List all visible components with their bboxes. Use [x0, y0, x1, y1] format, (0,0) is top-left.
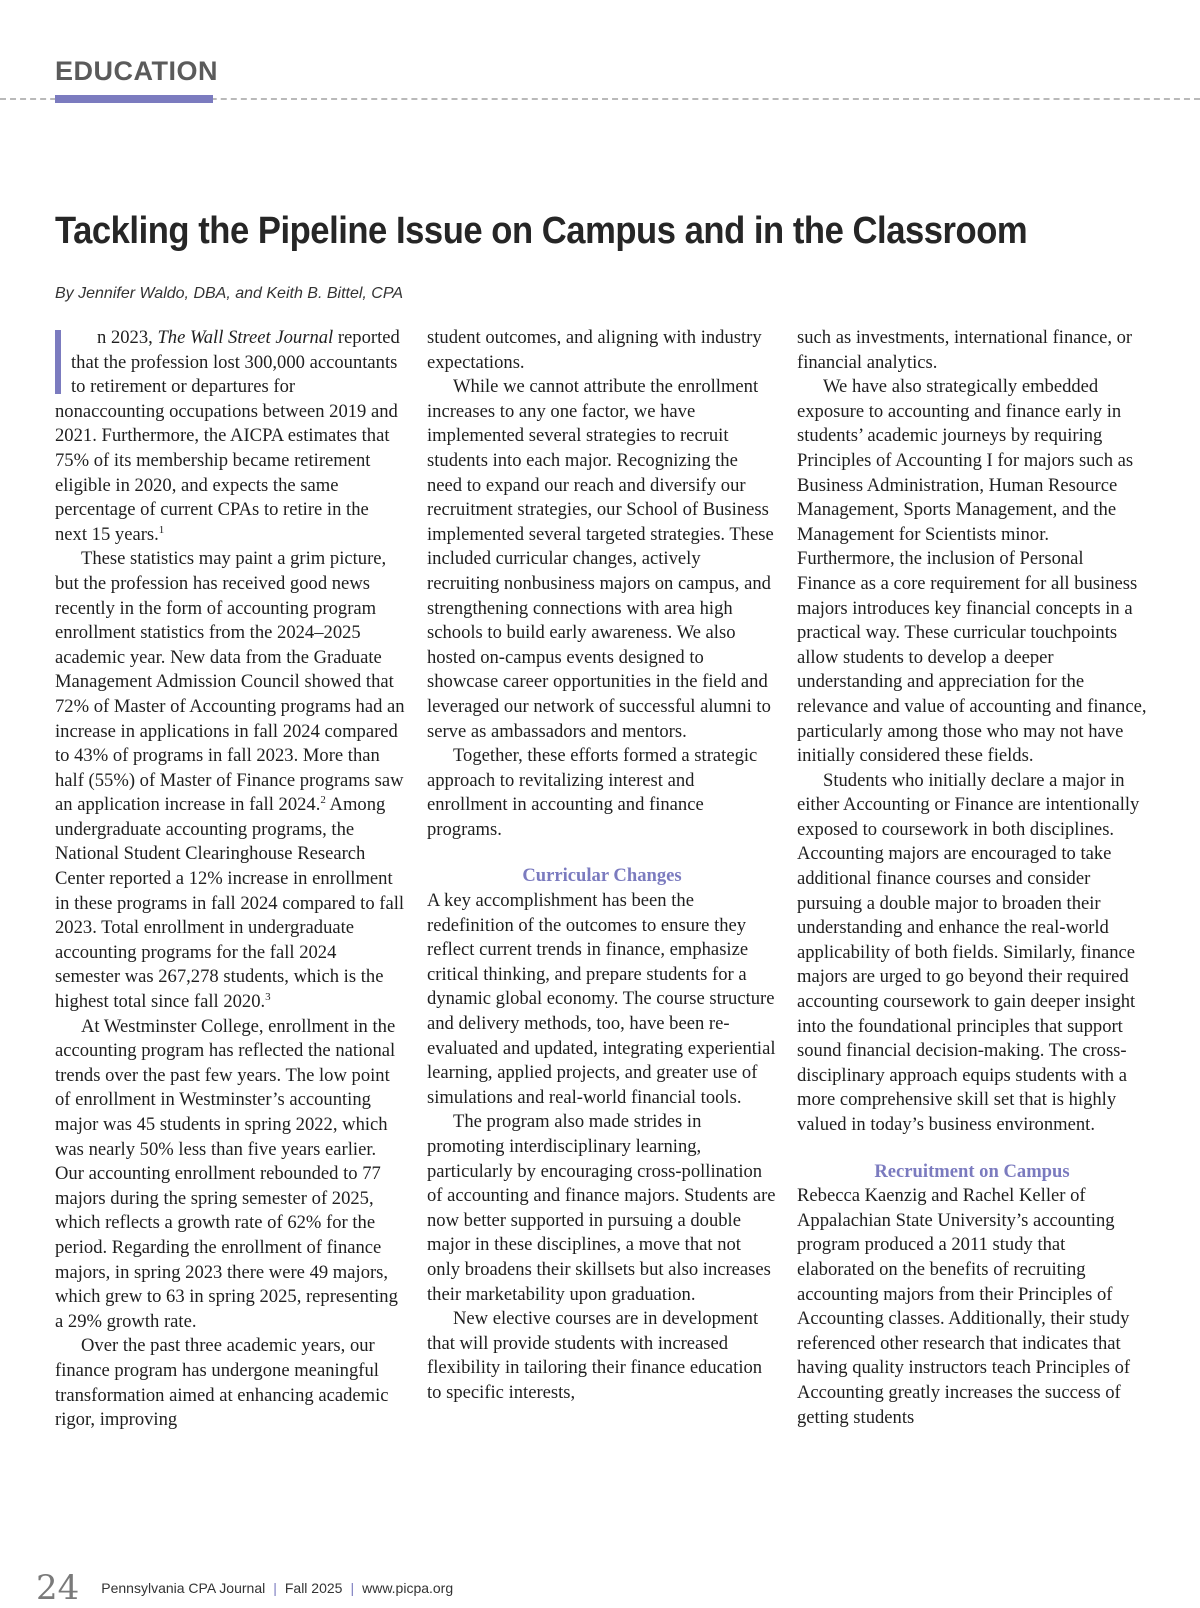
footer-separator: | [350, 1580, 355, 1596]
paragraph: Students who initially declare a major in either Accounting or Finance are intentionally exposed to coursework in both disciplines. Accounting majors are encouraged to take additional finance courses and consider pursuing a double major to broaden their understanding and enhance the real-world applicability of both fields. Similarly, finance majors are urged to go beyond their required accounting coursework to gain deeper insight into the foundational principles that support sound financial decision-making. The cross-disciplinary approach equips students with a more comprehensive skill set that is highly valued in today’s business environment. [797, 769, 1140, 1135]
footnote-ref: 2 [320, 794, 326, 807]
paragraph: While we cannot attribute the enrollment increases to any one factor, we have implemented several strategies to recruit students into each major. Recognizing the need to expand our reach and diversify our recruitment strategies, our School of Business implemented several targeted strategies. These included curricular changes, actively recruiting nonbusiness majors on campus, and strengthening connections with area high schools to build early awareness. We also hosted on-campus events designed to showcase career opportunities in the field and leveraged our network of successful alumni to serve as ambassadors and mentors. [427, 376, 774, 742]
paragraph: We have also strategically embedded exposure to accounting and finance early in students’ academic journeys by requiring Principles of Accounting I for majors such as Business Administration, Human Resource Management, Sports Management, and the Management for Scientists minor. Furthermore, the inclusion of Personal Finance as a core requirement for all business majors introduces key financial concepts in a practical way. These curricular touchpoints allow students to develop a deeper understanding and appreciation for the relevance and value of accounting and finance, particularly among those who may not have initially considered these fields. [797, 376, 1147, 767]
paragraph: A key accomplishment has been the redefinition of the outcomes to ensure they reflect current trends in finance, emphasize critical thinking, and prepare students for a dynamic global economy. The course structure and delivery methods, too, have been re-evaluated and updated, integrating experiential learning, applied projects, and greater use of simulations and real-world financial tools. [427, 890, 776, 1108]
paragraph: such as investments, international finance, or financial analytics. [797, 327, 1133, 373]
article-column-3 [797, 326, 1147, 1506]
footer-separator: | [273, 1580, 277, 1596]
text: Among undergraduate accounting programs, the National Student Clearinghouse Research Center reported a 12% increase in enrollment in these programs in fall 2024 compared to fall 2023. Total enrollment in undergraduate accounting programs for the fall 2024 semester was 267,278 students, which is the highest total since fall 2020. [55, 794, 405, 1013]
publication-name: The Wall Street Journal [157, 327, 334, 348]
drop-cap-bar [55, 330, 61, 394]
paragraph [55, 547, 405, 1014]
paragraph: New elective courses are in development that will provide students with increased flexibility in tailoring their finance education to specific interests, [427, 1308, 763, 1403]
paragraph: The program also made strides in promoting interdisciplinary learning, particularly by encouraging cross-pollination of accounting and finance majors. Students are now better supported in pursuing a double major in these disciplines, a move that not only broadens their skillsets but also increases their marketability upon graduation. [427, 1111, 776, 1305]
publication-name: Pennsylvania CPA Journal [101, 1580, 266, 1596]
footnote-ref: 1 [158, 523, 165, 536]
article-title: Tackling the Pipeline Issue on Campus and in the Classroom [55, 210, 1028, 252]
issue-date: Fall 2025 [284, 1580, 343, 1596]
section-label: EDUCATION [55, 56, 218, 86]
text: These statistics may paint a grim picture, but the profession has received good news recently in the form of accounting program enrollment statistics from the 2024–2025 academic year. New data from the Graduate Management Admission Council showed that 72% of Master of Accounting programs had an increase in applications in fall 2024 compared to 43% of programs in fall 2023. More than half (55%) of Master of Finance programs saw an application increase in fall 2024. [55, 548, 405, 816]
text: n 2023, [97, 327, 158, 348]
article-column-1 [55, 326, 405, 1506]
paragraph: student outcomes, and aligning with industry expectations. [427, 327, 762, 373]
paragraph [55, 326, 405, 547]
article-column-2 [427, 326, 777, 1506]
page-number: 24 [36, 1568, 80, 1608]
text: reported that the profession lost 300,000 accountants to retirement or departures for nonaccounting occupations between 2019 and 2021. Furthermore, the AICPA estimates that 75% of its membership became retirement eligible in 2020, and expects the same percentage of current CPAs to retire in the next 15 years. [55, 327, 400, 545]
footnote-ref: 3 [265, 990, 271, 1003]
byline: By Jennifer Waldo, DBA, and Keith B. Bittel, CPA [55, 285, 404, 302]
paragraph: Over the past three academic years, our finance program has undergone meaningful transformation aimed at enhancing academic rigor, improving [55, 1335, 389, 1431]
paragraph: At Westminster College, enrollment in the accounting program has reflected the national trends over the past few years. The low point of enrollment in Westminster’s accounting major was 45 students in spring 2022, which was nearly 50% less than five years earlier. Our accounting enrollment rebounded to 77 majors during the spring semester of 2025, which reflects a growth rate of 62% for the period. Regarding the enrollment of finance majors, in spring 2023 there were 49 majors, which grew to 63 in spring 2025, representing a 29% growth rate. [55, 1015, 398, 1332]
subheading: Recruitment on Campus [874, 1160, 1070, 1182]
section-rule-accent [55, 95, 213, 103]
page-footer [36, 1568, 453, 1608]
paragraph: Rebecca Kaenzig and Rachel Keller of Appalachian State University’s accounting program produced a 2011 study that elaborated on the benefits of recruiting accounting majors from their Principles of Accounting classes. Additionally, their study referenced other research that indicates that having quality instructors teach Principles of Accounting greatly increases the success of getting students [797, 1185, 1131, 1428]
website-link[interactable]: www.picpa.org [362, 1580, 454, 1596]
subheading: Curricular Changes [522, 865, 682, 887]
paragraph: Together, these efforts formed a strategic approach to revitalizing interest and enrollment in accounting and finance programs. [427, 745, 758, 840]
